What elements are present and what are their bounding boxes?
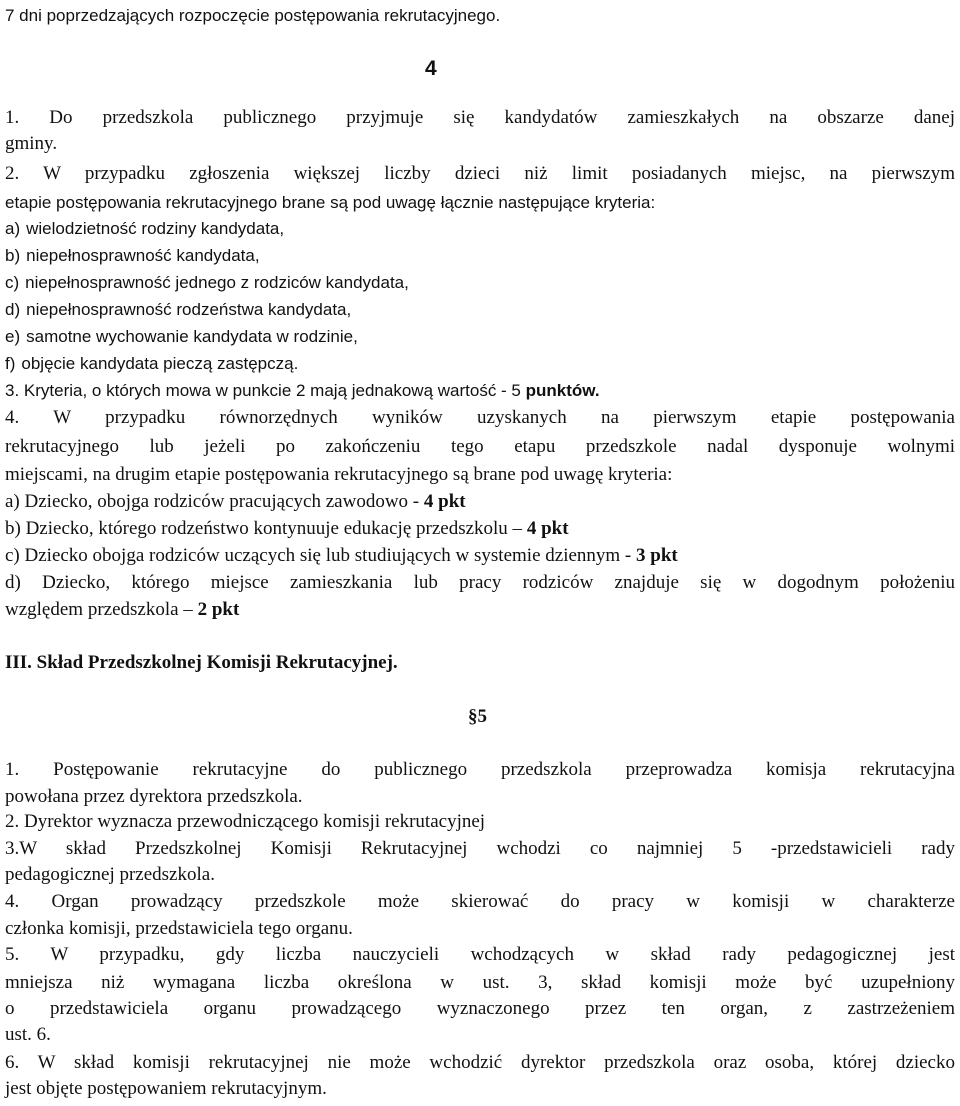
- points-value: 4 pkt: [423, 491, 466, 512]
- points-value: 2 pkt: [197, 599, 240, 620]
- list-text: niepełnosprawność jednego z rodziców kandydata,: [25, 273, 409, 292]
- text-line: ust. 6.: [5, 1024, 51, 1045]
- text-line: 7 dni poprzedzających rozpoczęcie postępowania rekrutacyjnego.: [5, 6, 501, 25]
- criterion-line: [5, 515, 955, 543]
- text-span: a) Dziecko, obojga rodziców pracujących zawodowo -: [5, 491, 420, 512]
- text-line: etapie postępowania rekrutacyjnego brane są pod uwagę łącznie następujące kryteria:: [5, 193, 656, 212]
- list-marker: f): [5, 354, 16, 373]
- text-line: 5. W przypadku, gdy liczba nauczycieli wchodzących w skład rady pedagogicznej jest: [5, 944, 955, 965]
- text-span: c) Dziecko obojga rodziców uczących się lub studiujących w systemie dziennym -: [5, 545, 632, 566]
- criterion-line: [5, 542, 955, 570]
- list-marker: a): [5, 219, 21, 238]
- paragraph-number-4: 4: [425, 57, 437, 80]
- list-marker: c): [5, 273, 20, 292]
- list-text: wielodzietność rodziny kandydata,: [26, 219, 285, 238]
- list-item: [5, 215, 955, 243]
- text-line: 1. Do przedszkola publicznego przyjmuje się kandydatów zamieszkałych na obszarze danej: [5, 107, 955, 128]
- criterion-line: [5, 488, 955, 516]
- criterion-line: [5, 596, 955, 624]
- list-text: objęcie kandydata pieczą zastępczą.: [21, 354, 299, 373]
- text-span: 3. Kryteria, o których mowa w punkcie 2 mają jednakową wartość - 5: [5, 381, 521, 400]
- bold-text: punktów.: [525, 381, 600, 400]
- list-text: niepełnosprawność rodzeństwa kandydata,: [26, 300, 352, 319]
- text-line: [5, 377, 955, 405]
- points-value: 4 pkt: [526, 518, 569, 539]
- list-item: [5, 296, 955, 324]
- criterion-line: d) Dziecko, którego miejsce zamieszkania lub pracy rodziców znajduje się w dogodnym położeniu: [5, 572, 955, 593]
- list-item: [5, 350, 955, 378]
- list-text: samotne wychowanie kandydata w rodzinie,: [26, 327, 358, 346]
- text-line: 3.W skład Przedszkolnej Komisji Rekrutacyjnej wchodzi co najmniej 5 -przedstawicieli rady: [5, 838, 955, 859]
- text-line: jest objęte postępowaniem rekrutacyjnym.: [5, 1078, 327, 1099]
- text-line: członka komisji, przedstawiciela tego organu.: [5, 918, 353, 939]
- list-marker: e): [5, 327, 21, 346]
- text-line: 1. Postępowanie rekrutacyjne do publicznego przedszkola przeprowadza komisja rekrutacyjna: [5, 759, 955, 780]
- text-line: mniejsza niż wymagana liczba określona w ust. 3, skład komisji może być uzupełniony: [5, 972, 955, 993]
- text-line: 6. W skład komisji rekrutacyjnej nie może wchodzić dyrektor przedszkola oraz osoba, której dziecko: [5, 1052, 955, 1073]
- list-text: niepełnosprawność kandydata,: [26, 246, 260, 265]
- list-item: [5, 323, 955, 351]
- paragraph-number-5: §5: [468, 706, 487, 727]
- list-item: [5, 242, 955, 270]
- list-marker: b): [5, 246, 21, 265]
- text-line: o przedstawiciela organu prowadzącego wyznaczonego przez ten organ, z zastrzeżeniem: [5, 998, 955, 1019]
- text-line: rekrutacyjnego lub jeżeli po zakończeniu tego etapu przedszkole nadal dysponuje wolnymi: [5, 436, 955, 457]
- text-span: b) Dziecko, którego rodzeństwo kontynuuje edukację przedszkolu –: [5, 518, 523, 539]
- list-marker: d): [5, 300, 21, 319]
- text-line: powołana przez dyrektora przedszkola.: [5, 786, 303, 807]
- section-heading: III. Skład Przedszkolnej Komisji Rekrutacyjnej.: [5, 652, 398, 673]
- text-line: gminy.: [5, 133, 58, 154]
- text-line: 2. W przypadku zgłoszenia większej liczby dzieci niż limit posiadanych miejsc, na pierwszym: [5, 163, 955, 184]
- points-value: 3 pkt: [636, 545, 678, 566]
- text-line: pedagogicznej przedszkola.: [5, 864, 215, 885]
- text-line: 4. W przypadku równorzędnych wyników uzyskanych na pierwszym etapie postępowania: [5, 407, 955, 428]
- text-line: miejscami, na drugim etapie postępowania rekrutacyjnego są brane pod uwagę kryteria:: [5, 464, 673, 485]
- text-span: względem przedszkola –: [5, 599, 193, 620]
- text-line: 4. Organ prowadzący przedszkole może skierować do pracy w komisji w charakterze: [5, 891, 955, 912]
- list-item: [5, 269, 955, 297]
- text-line: 2. Dyrektor wyznacza przewodniczącego komisji rekrutacyjnej: [5, 811, 486, 832]
